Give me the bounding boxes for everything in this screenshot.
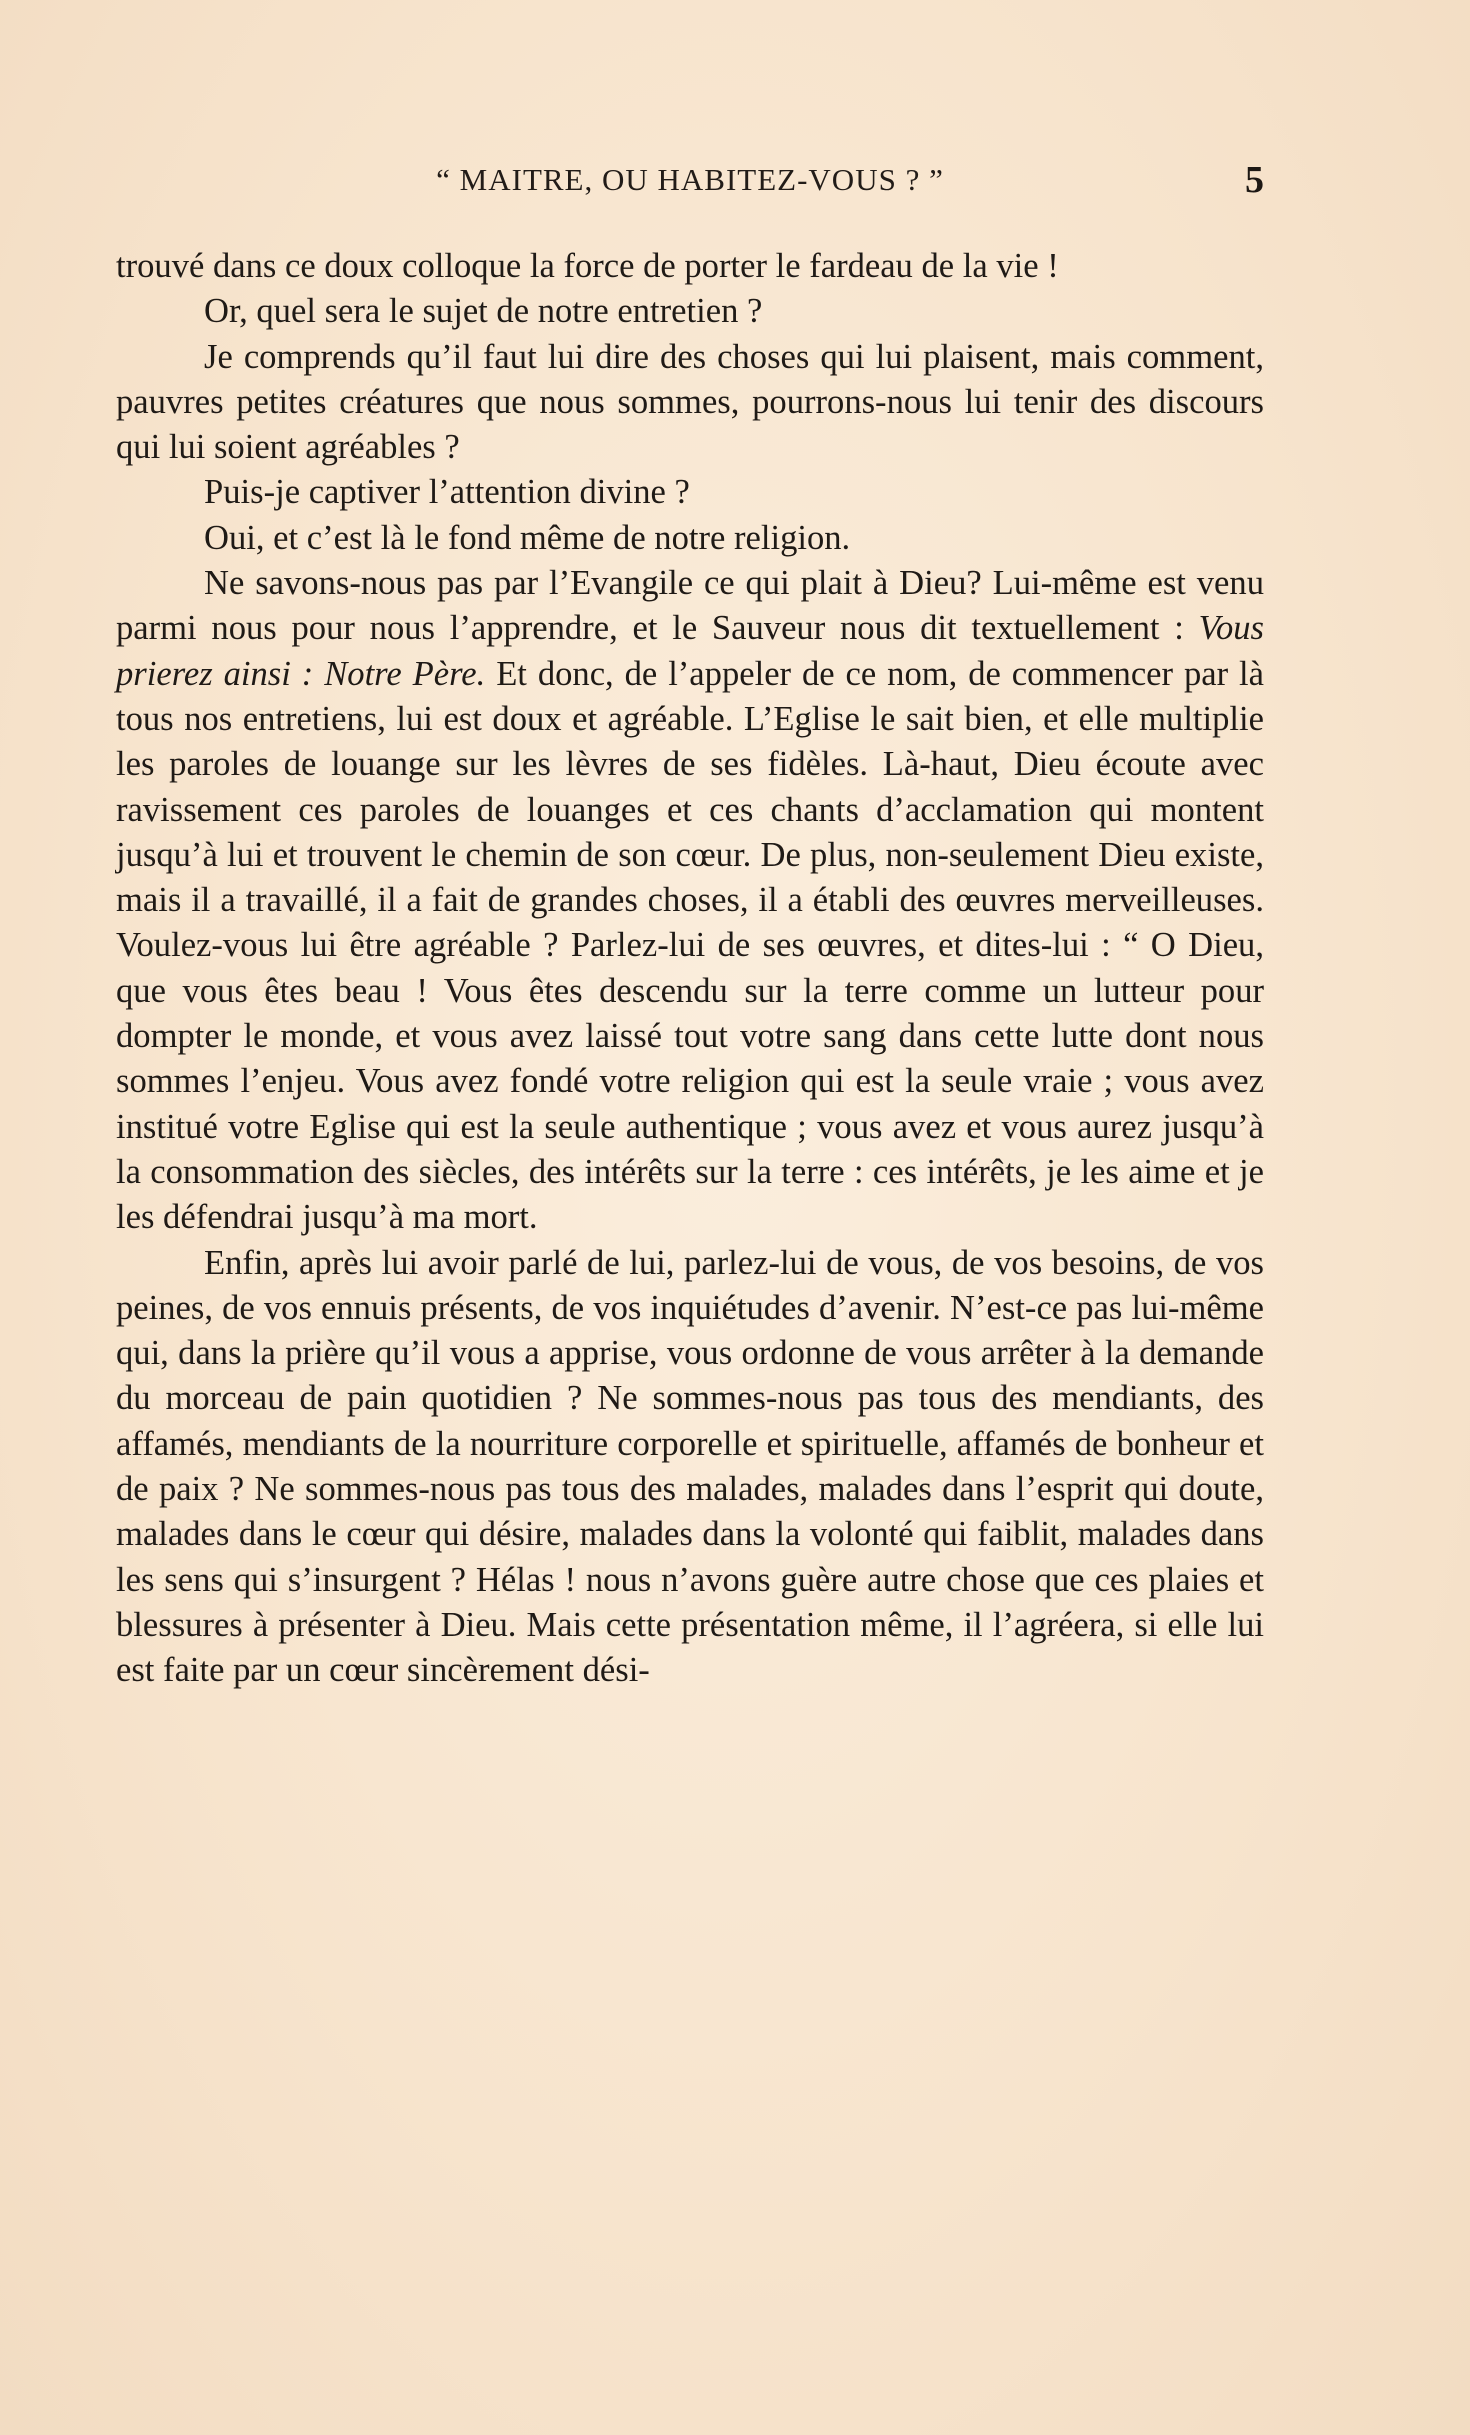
paragraph-6-text-a: Ne savons-nous pas par l’Evangile ce qui plait à Dieu? Lui-même est venu parmi nous pour nous l’apprendre, et le Sauveur nous dit textuellement : [116, 564, 1264, 648]
paragraph-1: trouvé dans ce doux colloque la force de porter le fardeau de la vie ! [116, 247, 1059, 285]
paragraph-6 [116, 561, 1264, 1240]
page-number: 5 [1245, 159, 1264, 201]
paragraph-2: Or, quel sera le sujet de notre entretien ? [204, 292, 763, 331]
paragraph-6-italic-quote: Vous prierez ainsi : Notre Père. [116, 609, 1264, 693]
paragraph-4: Puis-je captiver l’attention divine ? [204, 473, 690, 512]
paragraph-5: Oui, et c’est là le fond même de notre religion. [204, 518, 851, 557]
paragraph-6-text-b: Et donc, de l’appeler de ce nom, de commencer par là tous nos entretiens, lui est doux et agréable. L’Eglise le sait bien, et elle multiplie les paroles de louange sur les lèvres de ses fidèles. Là-haut, Dieu écoute avec ravissement ces paroles de louanges et ces chants d’acclamation qui montent jusqu’à lui et trouvent le chemin de son cœur. De plus, non-seulement Dieu existe, mais il a travaillé, il a fait de grandes choses, il a établi des œuvres merveilleuses. Voulez-vous lui être agréable ? Parlez-lui de ses œuvres, et dites-lui : “ O Dieu, que vous êtes beau ! Vous êtes descendu sur la terre comme un lutteur pour dompter le monde, et vous avez laissé tout votre sang dans cette lutte dont nous sommes l’enjeu. Vous avez fondé votre religion qui est la seule vraie ; vous avez institué votre Eglise qui est la seule authentique ; vous avez et vous aurez jusqu’à la consommation des siècles, des intérêts sur la terre : ces intérêts, je les aime et je les défendrai jusqu’à ma mort. [116, 654, 1264, 1237]
body-text [116, 244, 1264, 1694]
paragraph-3: Je comprends qu’il faut lui dire des choses qui lui plaisent, mais comment, pauvres petites créatures que nous sommes, pourrons-nous lui tenir des discours qui lui soient agréables ? [116, 337, 1264, 467]
running-head [116, 158, 1264, 208]
paragraph-7: Enfin, après lui avoir parlé de lui, parlez-lui de vous, de vos besoins, de vos peines, de vos ennuis présents, de vos inquiétudes d’avenir. N’est-ce pas lui-même qui, dans la prière qu’il vous a apprise, vous ordonne de vous arrêter à la demande du morceau de pain quotidien ? Ne sommes-nous pas tous des mendiants, des affamés, mendiants de la nourriture corporelle et spirituelle, affamés de bonheur et de paix ? Ne sommes-nous pas tous des malades, malades dans l’esprit qui doute, malades dans le cœur qui désire, malades dans la volonté qui faiblit, malades dans les sens qui s’insurgent ? Hélas ! nous n’avons guère autre chose que ces plaies et blessures à présenter à Dieu. Mais cette présentation même, il l’agréera, si elle lui est faite par un cœur sincèrement dési- [116, 1243, 1264, 1690]
running-title: “ MAITRE, OU HABITEZ-VOUS ? ” [436, 162, 944, 197]
